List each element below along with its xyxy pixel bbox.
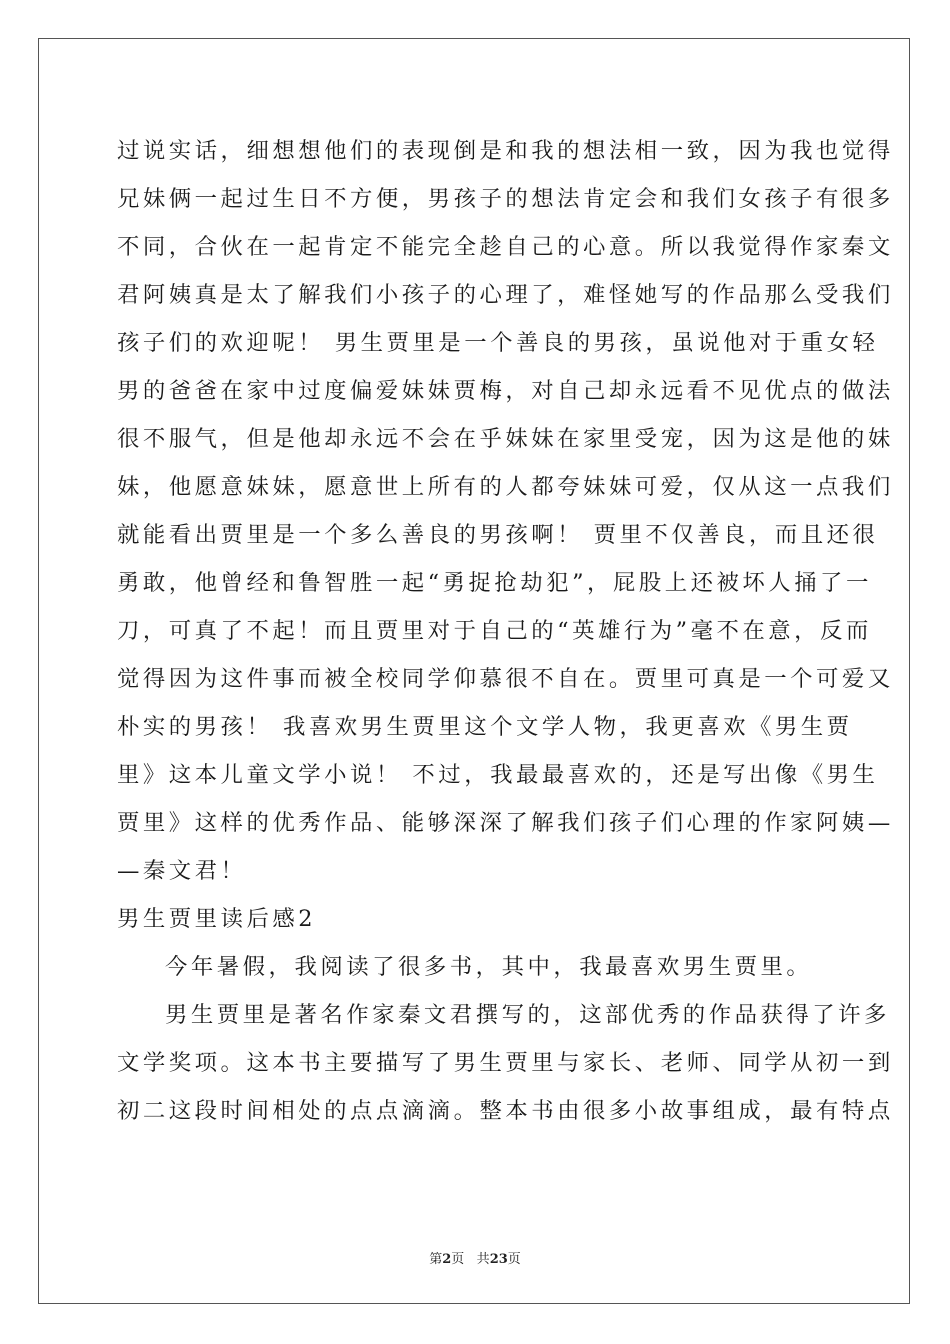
text-line: 勇敢，他曾经和鲁智胜一起“勇捉抢劫犯”，屁股上还被坏人捅了一: [117, 570, 872, 596]
text-line: 过说实话，细想想他们的表现倒是和我的想法相一致，因为我也觉得: [117, 138, 894, 164]
text-line: 孩子们的欢迎呢！ 男生贾里是一个善良的男孩，虽说他对于重女轻: [117, 330, 879, 356]
total-suffix: 页: [507, 1252, 521, 1267]
text-line: 贾里》这样的优秀作品、能够深深了解我们孩子们心理的作家阿姨—: [117, 810, 894, 836]
paragraph-line: 文学奖项。这本书主要描写了男生贾里与家长、老师、同学从初一到: [117, 1050, 894, 1076]
text-line: 男的爸爸在家中过度偏爱妹妹贾梅，对自己却永远看不见优点的做法: [117, 378, 894, 404]
total-prefix: 共: [476, 1252, 490, 1267]
text-line: 很不服气，但是他却永远不会在乎妹妹在家里受宠，因为这是他的妹: [117, 426, 894, 452]
paragraph-line: 初二这段时间相处的点点滴滴。整本书由很多小故事组成，最有特点: [117, 1098, 894, 1124]
page-current: 2: [442, 1252, 452, 1267]
text-line: 刀，可真了不起！而且贾里对于自己的“英雄行为”毫不在意，反而: [117, 618, 872, 644]
text-line: 朴实的男孩！ 我喜欢男生贾里这个文学人物，我更喜欢《男生贾: [117, 714, 853, 740]
text-line: 觉得因为这件事而被全校同学仰慕很不自在。贾里可真是一个可爱又: [117, 666, 894, 692]
text-line: 兄妹俩一起过生日不方便，男孩子的想法肯定会和我们女孩子有很多: [117, 186, 894, 212]
text-line: 就能看出贾里是一个多么善良的男孩啊！ 贾里不仅善良，而且还很: [117, 522, 879, 548]
document-body: [117, 127, 894, 1135]
text-line: 不同，合伙在一起肯定不能完全趁自己的心意。所以我觉得作家秦文: [117, 234, 894, 260]
text-line: —秦文君！: [117, 858, 247, 884]
text-line: 里》这本儿童文学小说！ 不过，我最最喜欢的，还是写出像《男生: [117, 762, 879, 788]
text-line: 君阿姨真是太了解我们小孩子的心理了，难怪她写的作品那么受我们: [117, 282, 894, 308]
page-footer: [0, 1248, 950, 1267]
paragraph-line: 今年暑假，我阅读了很多书，其中，我最喜欢男生贾里。: [165, 954, 813, 980]
page-suffix: 页: [451, 1252, 465, 1267]
section-title: 男生贾里读后感2: [117, 906, 316, 932]
page-prefix: 第: [429, 1252, 443, 1267]
page-total: 23: [489, 1252, 508, 1267]
paragraph-line: 男生贾里是著名作家秦文君撰写的，这部优秀的作品获得了许多: [165, 1002, 890, 1028]
text-line: 妹，他愿意妹妹，愿意世上所有的人都夸妹妹可爱，仅从这一点我们: [117, 474, 894, 500]
